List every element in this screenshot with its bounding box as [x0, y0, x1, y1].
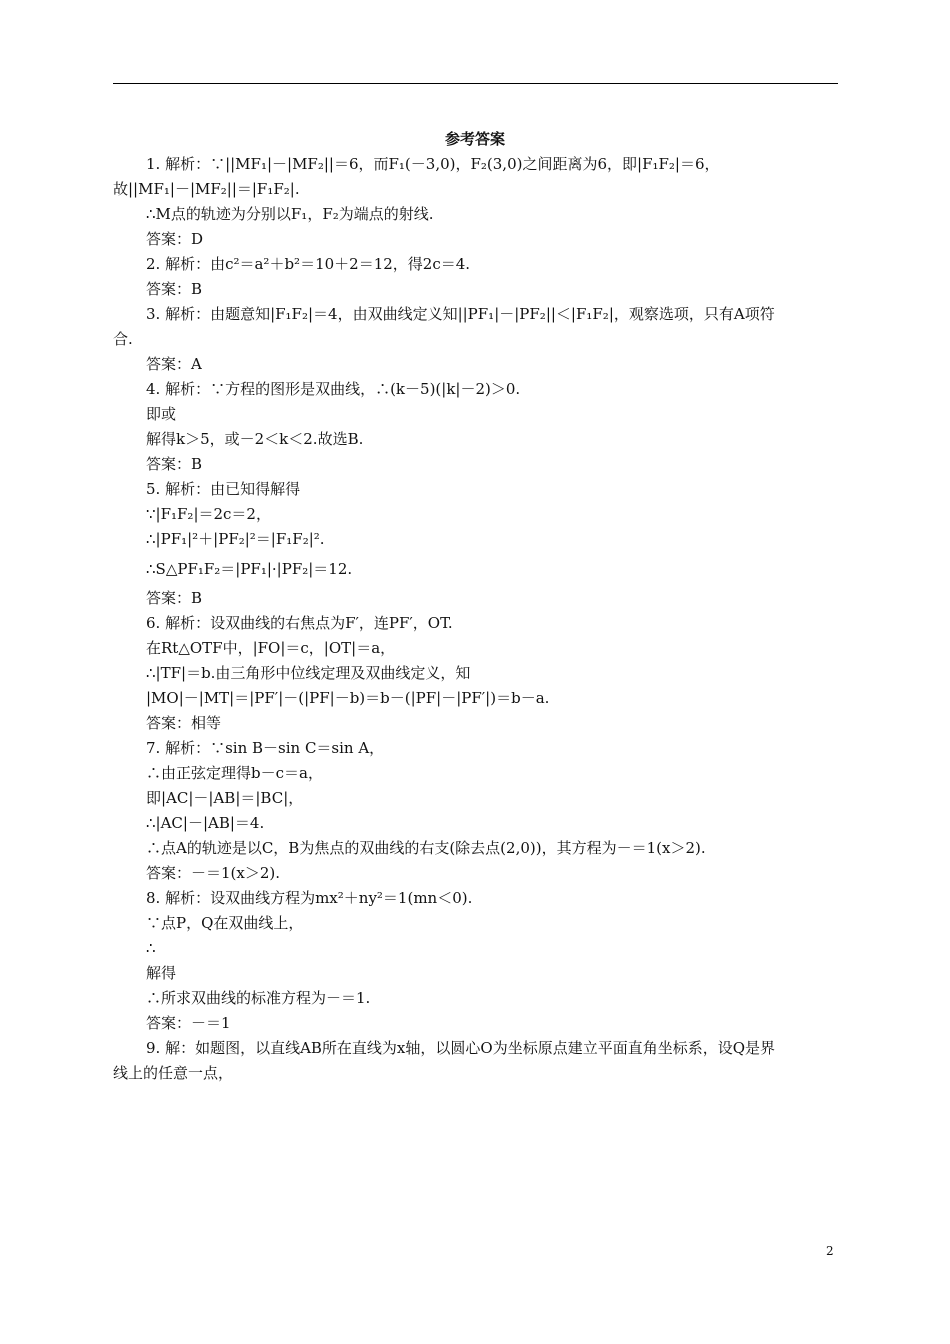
text-line: 线上的任意一点，: [113, 1064, 234, 1082]
text-line: 答案：－＝1(x＞2).: [146, 864, 281, 882]
text-line: ∴: [146, 939, 156, 957]
text-line: 8. 解析：设双曲线方程为mx²＋ny²＝1(mn＜0).: [146, 889, 473, 907]
text-line: ∴M点的轨迹为分别以F₁，F₂为端点的射线.: [146, 205, 434, 223]
answer-body: [113, 152, 838, 1086]
text-line: ∴点A的轨迹是以C，B为焦点的双曲线的右支(除去点(2,0))，其方程为－＝1(x＞2).: [146, 839, 706, 857]
text-line: 即或: [146, 405, 177, 423]
text-line: ∴所求双曲线的标准方程为－＝1.: [146, 989, 371, 1007]
text-line: 答案：B: [146, 455, 203, 473]
text-line: ∴|TF|＝b.由三角形中位线定理及双曲线定义，知: [146, 664, 471, 682]
text-line: 6. 解析：设双曲线的右焦点为F′，连PF′，OT.: [146, 614, 453, 632]
text-line: 即|AC|－|AB|＝|BC|，: [146, 789, 304, 807]
text-line: |MO|－|MT|＝|PF′|－(|PF|－b)＝b－(|PF|－|PF′|)＝b－a.: [146, 689, 550, 707]
text-line: 答案：D: [146, 230, 204, 248]
text-line: ∴|AC|－|AB|＝4.: [146, 814, 265, 832]
text-line: 答案：B: [146, 280, 203, 298]
text-line: 答案：A: [146, 355, 202, 373]
text-line: 4. 解析：∵方程的图形是双曲线，∴(k－5)(|k|－2)＞0.: [146, 380, 521, 398]
text-line: 3. 解析：由题意知|F₁F₂|＝4，由双曲线定义知||PF₁|－|PF₂||＜|F₁F₂|，观察选项，只有A项符: [146, 305, 775, 323]
text-line: 在Rt△OTF中，|FO|＝c，|OT|＝a，: [146, 639, 396, 657]
text-line: 1. 解析：∵||MF₁|－|MF₂||＝6，而F₁(－3,0)，F₂(3,0)之间距离为6，即|F₁F₂|＝6，: [146, 155, 720, 173]
header-rule: [113, 83, 838, 84]
text-line: 解得k＞5，或－2＜k＜2.故选B.: [146, 430, 364, 448]
page-number: 2: [826, 1244, 834, 1258]
text-line: 解得: [146, 964, 177, 982]
text-line: 7. 解析：∵sin B－sin C＝sin A，: [146, 739, 385, 757]
page-title: 参考答案: [444, 130, 505, 148]
text-line: ∴S△PF₁F₂＝|PF₁|·|PF₂|＝12.: [146, 560, 353, 578]
text-line: 9. 解：如题图，以直线AB所在直线为x轴，以圆心O为坐标原点建立平面直角坐标系，设Q是界: [146, 1039, 775, 1057]
text-line: ∴|PF₁|²＋|PF₂|²＝|F₁F₂|².: [146, 530, 325, 548]
text-line: 5. 解析：由已知得解得: [146, 480, 301, 498]
text-line: 合.: [113, 330, 133, 348]
text-line: 答案：相等: [146, 714, 222, 732]
text-line: 答案：B: [146, 589, 203, 607]
text-line: 答案：－＝1: [146, 1014, 231, 1032]
text-line: ∵|F₁F₂|＝2c＝2，: [146, 505, 271, 523]
text-line: ∴由正弦定理得b－c＝a，: [146, 764, 323, 782]
text-line: 2. 解析：由c²＝a²＋b²＝10＋2＝12，得2c＝4.: [146, 255, 471, 273]
text-line: 故||MF₁|－|MF₂||＝|F₁F₂|.: [113, 180, 300, 198]
text-line: ∵点P，Q在双曲线上，: [146, 914, 304, 932]
